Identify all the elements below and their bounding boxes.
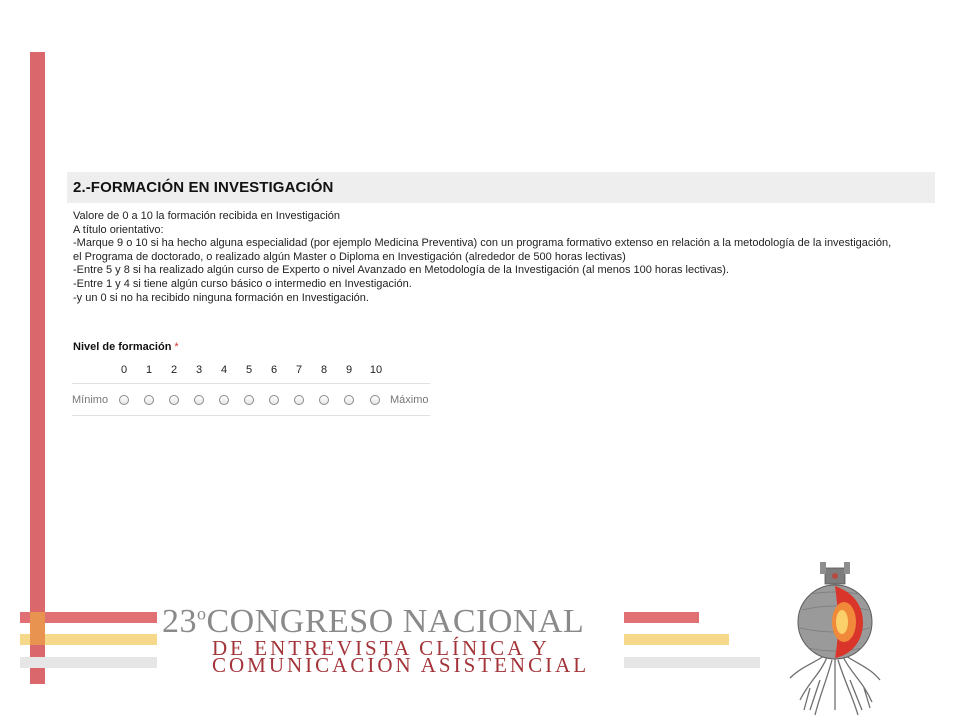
radio-button-icon[interactable] [219,395,229,405]
radio-button-icon[interactable] [194,395,204,405]
rating-scale [72,362,430,416]
description-line: -Entre 5 y 8 si ha realizado algún curso de Experto o nivel Avanzado en Metodología de la Investigación (al menos 100 horas lectivas). [73,264,729,277]
radio-button-icon[interactable] [294,395,304,405]
radio-button-icon[interactable] [269,395,279,405]
description-line: Valore de 0 a 10 la formación recibida en Investigación [73,210,341,222]
congress-ordinal: o [197,603,207,624]
scale-divider-bottom [72,415,430,416]
section-description [73,210,943,305]
scale-number: 0 [120,364,128,376]
vertical-bar-overlap [30,612,45,645]
banner-stripe-yellow-right [624,634,729,645]
scale-max-label: Máximo [390,394,429,406]
scale-number: 8 [320,364,328,376]
radio-button-icon[interactable] [344,395,354,405]
scale-divider-top [72,383,430,384]
vertical-accent-bar [30,52,45,684]
scale-min-label: Mínimo [72,394,109,406]
description-line: -y un 0 si no ha recibido ninguna formación en Investigación. [73,291,369,304]
scale-number: 9 [345,364,353,376]
congress-logo-icon [780,560,890,720]
radio-button-icon[interactable] [144,395,154,405]
radio-button-icon[interactable] [370,395,380,405]
scale-number: 4 [220,364,228,376]
scale-number: 3 [195,364,203,376]
banner-stripe-gray-right [624,657,760,668]
congress-name: CONGRESO NACIONAL [206,603,585,640]
description-line: -Entre 1 y 4 si tiene algún curso básico o intermedio en Investigación. [73,277,412,290]
section-header [67,172,935,203]
question-label [73,341,179,353]
description-line: el Programa de doctorado, o realizado algún Master o Diploma en Investigación (alrededor de 500 horas lectivas) [73,250,626,263]
scale-number: 1 [145,364,153,376]
radio-button-icon[interactable] [244,395,254,405]
scale-number: 6 [270,364,278,376]
section-title: 2.-FORMACIÓN EN INVESTIGACIÓN [73,179,334,196]
congress-subtitle-line1: DE ENTREVISTA CLÍNICA Y [212,636,550,660]
question-label-text: Nivel de formación [73,341,172,353]
banner-stripe-red-right [624,612,699,623]
description-line: -Marque 9 o 10 si ha hecho alguna especialidad (por ejemplo Medicina Preventiva) con un programa formativo extenso en relación a la metodología de la investigación, [73,237,892,250]
required-mark: * [174,341,179,353]
radio-button-icon[interactable] [169,395,179,405]
description-line: A título orientativo: [73,223,164,236]
banner-stripe-gray-left [20,657,157,668]
radio-button-icon[interactable] [319,395,329,405]
scale-number: 2 [170,364,178,376]
scale-number: 10 [369,364,383,376]
scale-number: 5 [245,364,253,376]
scale-number: 7 [295,364,303,376]
radio-button-icon[interactable] [119,395,129,405]
congress-subtitle-line2: COMUNICACIÓN ASISTENCIAL [212,653,590,677]
congress-number: 23 [162,603,197,640]
